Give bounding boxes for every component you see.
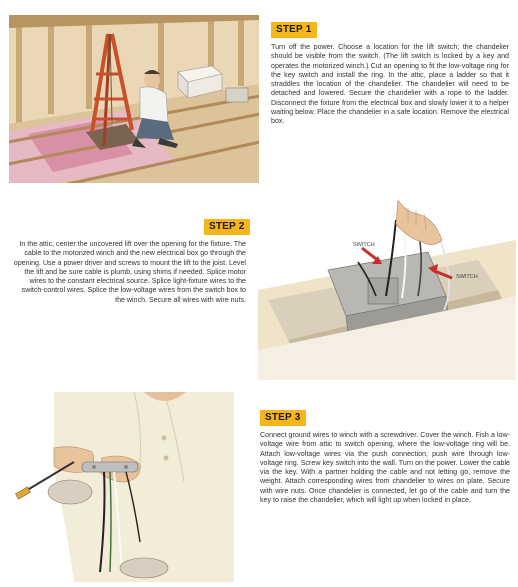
step2-label: STEP 2: [204, 219, 250, 235]
step2-illustration: [258, 200, 516, 380]
step2-text: In the attic, center the uncovered lift over the opening for the fixture. The cable to the motorized winch and the new electrical box go through the opening. Use a power driver and screws to mount the lift to the joist. Level the lift and be sure cable is plumb, using shims if needed. Splice motor wires to the constant electrical source. Splice light-fixture wires to the switch-control wires. Splice the low-voltage wires from the switch box to the winch. Secure all wires with wire nuts.: [13, 240, 246, 304]
switch-label-right: SWITCH: [456, 274, 478, 280]
step1-illustration: [8, 14, 260, 184]
switch-label-left: SWITCH: [353, 242, 375, 248]
step3-text: Connect ground wires to winch with a screwdriver. Cover the winch. Fish a low-voltage wire from attic to switch opening, where the low-voltage ring will be. Attach low-voltage wires via the push connection; push wire through low-voltage ring. Screw key switch into the wall. Turn on the power. Lower the cable via the key. With a partner holding the cable and not letting go, remove the weight. Attach corresponding wires from chandelier to wires on plate. Secure with wire nuts. Once chandelier is connected, let go of the cable and turn the key to raise the chandelier, which will light up when locked in place.: [260, 431, 510, 505]
step3-label: STEP 3: [260, 410, 306, 426]
step1-text: Turn off the power. Choose a location for the lift switch; the chandelier should be visible from the switch. (The lift switch is locked by a key and operates the motorized winch.) Cut an opening to fit the low-voltage ring for the key switch and install the ring. In the attic, place a ladder so that it straddles the location of the chandelier. The chandelier will need to be detached and lowered. Secure the chandelier with a rope to the ladder. Disconnect the fixture from the electrical box and slowly lower it to a helper waiting below. Place the chandelier in a safe location. Remove the electrical box.: [271, 43, 509, 126]
step3-illustration: [14, 392, 254, 582]
step1-label: STEP 1: [271, 22, 317, 38]
